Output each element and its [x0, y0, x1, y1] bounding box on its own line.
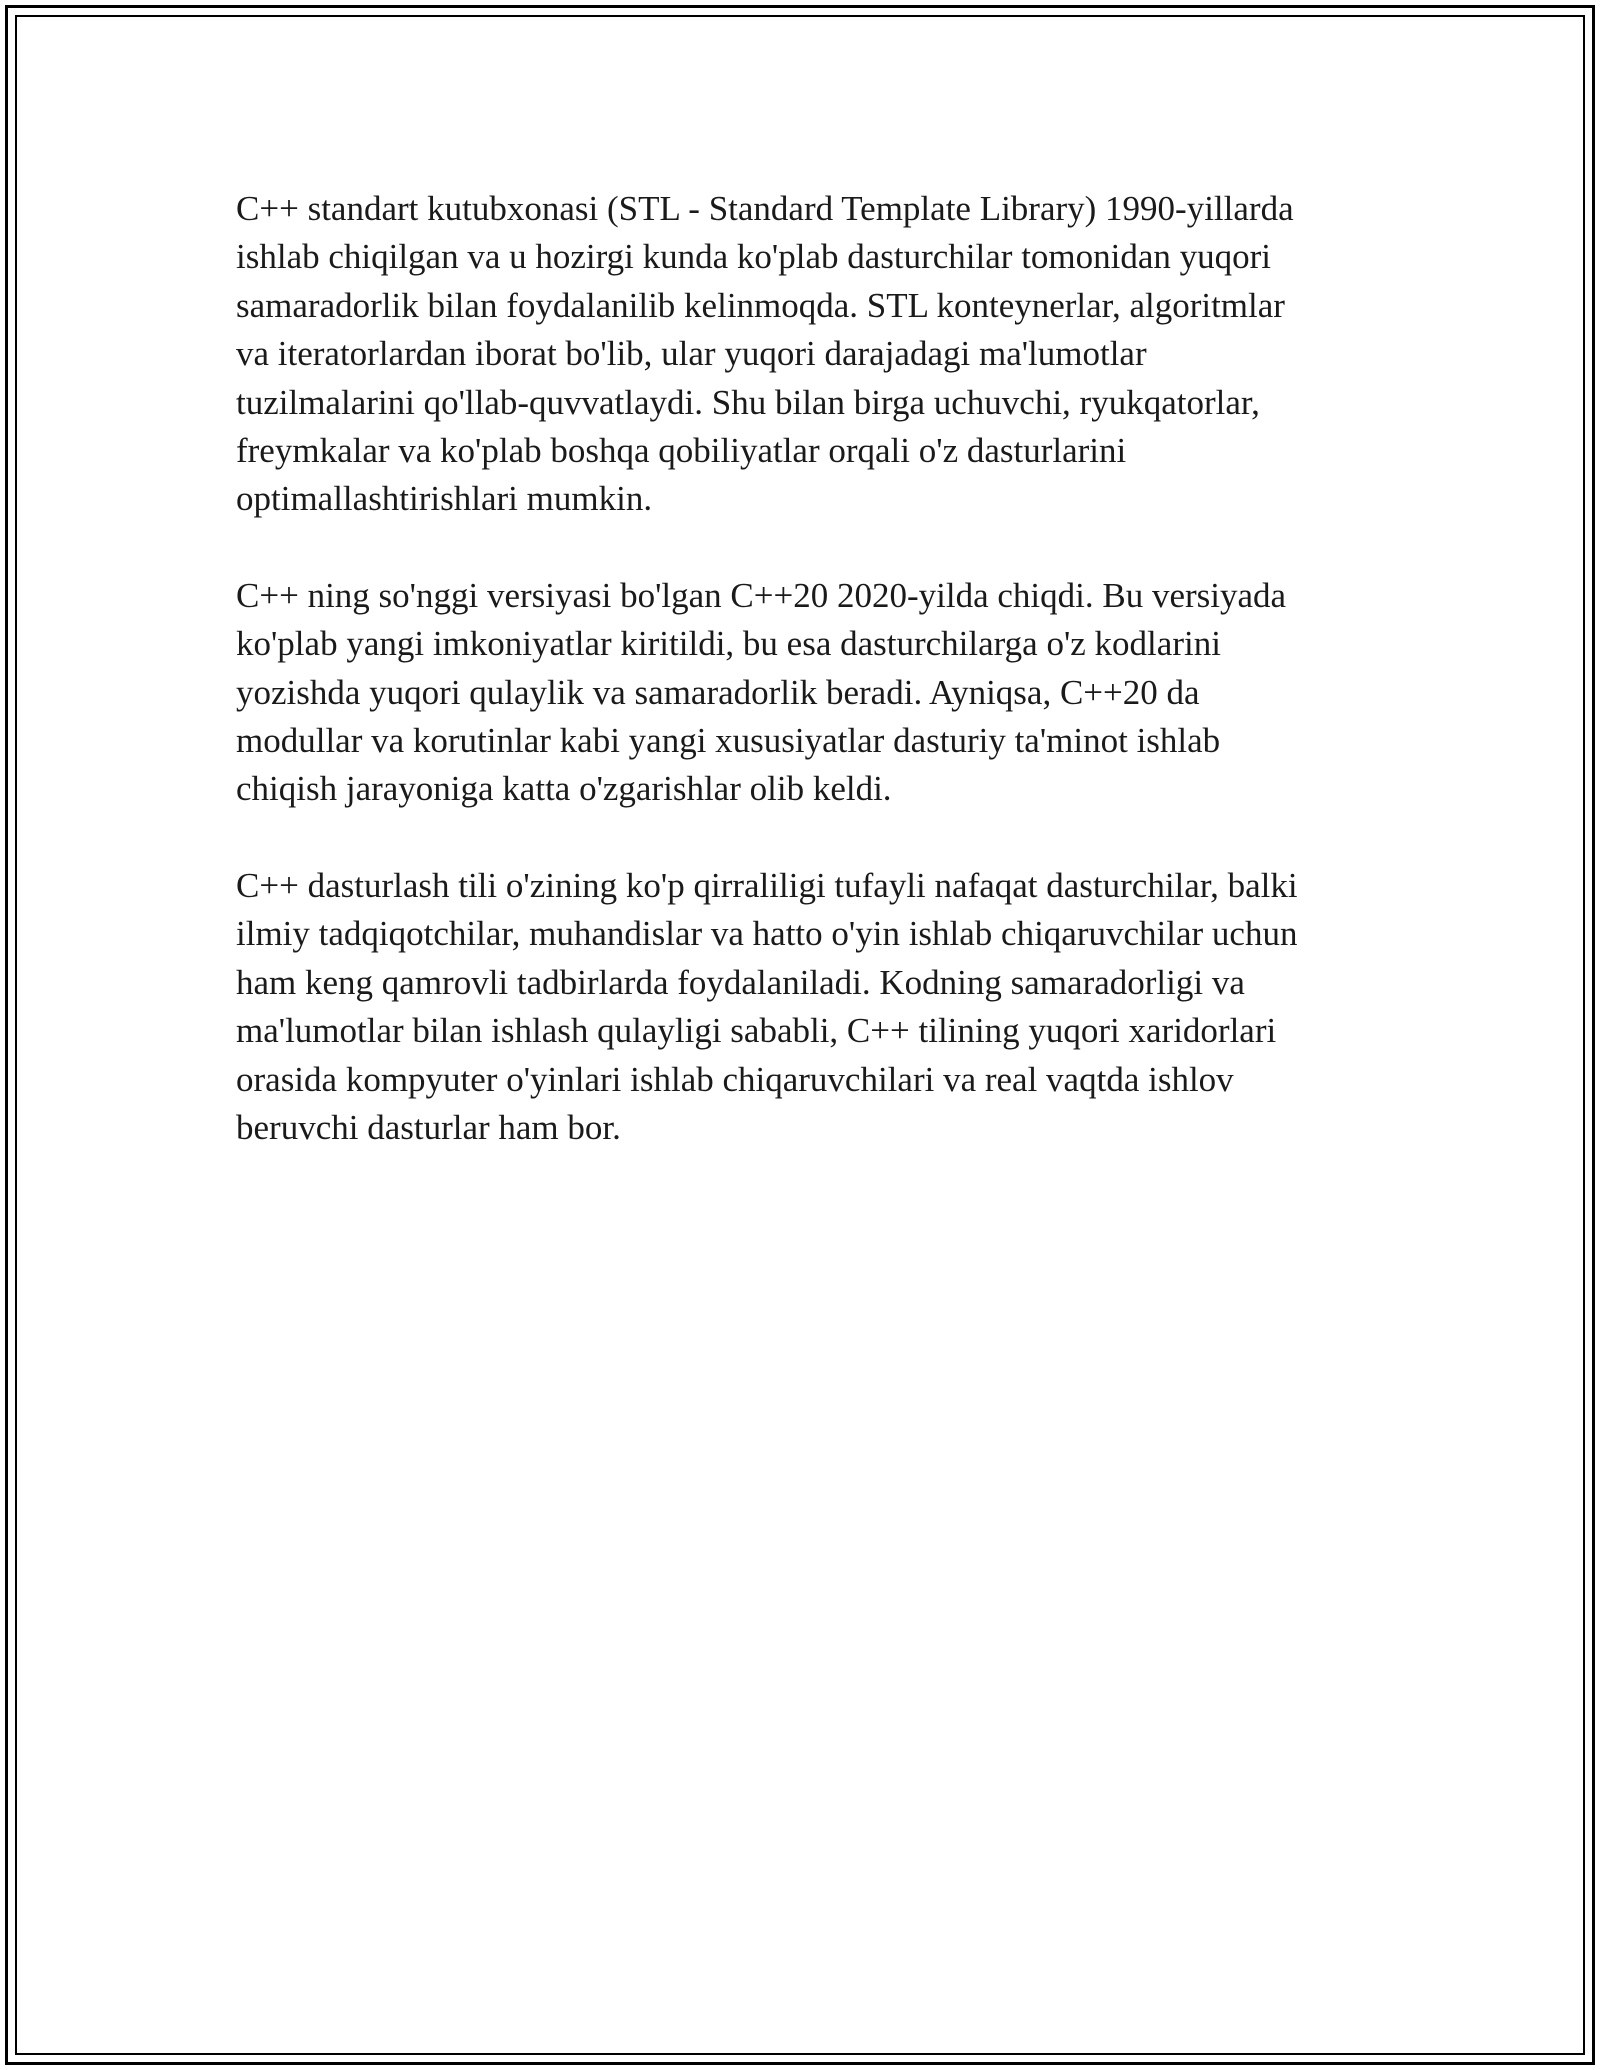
text-line: ilmiy tadqiqotchilar, muhandislar va hatto o'yin ishlab chiqaruvchilar uchun: [236, 914, 1298, 954]
text-line: C++ standart kutubxonasi (STL - Standard Template Library) 1990-yillarda: [236, 189, 1294, 228]
text-line: optimallashtirishlari mumkin.: [236, 479, 653, 519]
text-line: ma'lumotlar bilan ishlash qulayligi sababli, C++ tilining yuqori xaridorlari: [236, 1011, 1277, 1051]
text-line: yozishda yuqori qulaylik va samaradorlik beradi. Ayniqsa, C++20 da: [236, 672, 1200, 712]
text-line: ham keng qamrovli tadbirlarda foydalaniladi. Kodning samaradorligi va: [236, 962, 1245, 1002]
text-line: ishlab chiqilgan va u hozirgi kunda ko'plab dasturchilar tomonidan yuqori: [236, 237, 1272, 277]
text-line: ko'plab yangi imkoniyatlar kiritildi, bu esa dasturchilarga o'z kodlarini: [236, 624, 1221, 664]
paragraph-stl: [236, 185, 1366, 524]
text-line: freymkalar va ko'plab boshqa qobiliyatlar orqali o'z dasturlarini: [236, 431, 1127, 471]
text-line: C++ ning so'nggi versiyasi bo'lgan C++20 2020-yilda chiqdi. Bu versiyada: [236, 575, 1287, 615]
text-line: tuzilmalarini qo'llab-quvvatlaydi. Shu bilan birga uchuvchi, ryukqatorlar,: [236, 382, 1260, 422]
document-body: [236, 185, 1366, 1200]
paragraph-versatility: [236, 862, 1366, 1152]
paragraph-cpp20: [236, 572, 1366, 814]
text-line: modullar va korutinlar kabi yangi xususiyatlar dasturiy ta'minot ishlab: [236, 721, 1221, 761]
text-line: beruvchi dasturlar ham bor.: [236, 1107, 621, 1147]
text-line: chiqish jarayoniga katta o'zgarishlar olib keldi.: [236, 769, 892, 809]
text-line: C++ dasturlash tili o'zining ko'p qirraliligi tufayli nafaqat dasturchilar, balki: [236, 865, 1298, 905]
text-line: orasida kompyuter o'yinlari ishlab chiqaruvchilari va real vaqtda ishlov: [236, 1059, 1234, 1099]
text-line: va iteratorlardan iborat bo'lib, ular yuqori darajadagi ma'lumotlar: [236, 334, 1147, 374]
text-line: samaradorlik bilan foydalanilib kelinmoqda. STL konteynerlar, algoritmlar: [236, 285, 1285, 325]
